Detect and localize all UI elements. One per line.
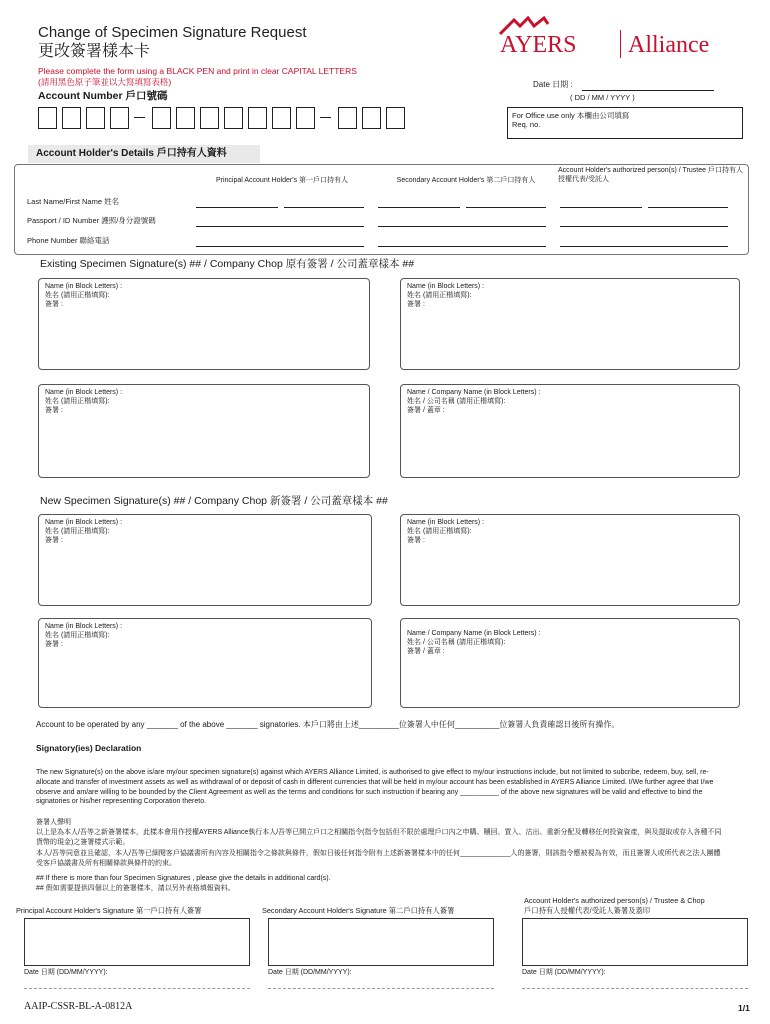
additional-card-note-en: ## If there is more than four Specimen Signatures , please give the details in additional card(s).	[36, 875, 331, 882]
name-zh-label: 姓名 (請用正楷填寫):	[45, 292, 110, 300]
req-no-label: Req. no.	[512, 120, 541, 130]
signature-label: 簽署 :	[45, 301, 63, 309]
new-signature-box[interactable]	[38, 514, 372, 606]
account-dash	[320, 117, 331, 118]
declaration-title: Signatory(ies) Declaration	[36, 743, 142, 753]
existing-signature-box[interactable]	[400, 278, 740, 370]
authorized-signature-box[interactable]	[522, 918, 748, 966]
principal-first-name-field[interactable]	[284, 207, 364, 208]
existing-signature-box[interactable]	[38, 384, 370, 478]
principal-date-field[interactable]	[24, 988, 250, 989]
office-use-label: For Office use only 本欄由公司填寫	[512, 111, 630, 120]
signature-label: 簽署 :	[45, 537, 63, 545]
account-digit-box[interactable]	[110, 107, 129, 129]
logo-divider	[620, 30, 621, 58]
office-use-box	[507, 107, 743, 139]
name-label: Name (in Block Letters) :	[45, 389, 123, 396]
col-secondary: Secondary Account Holder's 第二戶口持有人	[396, 177, 536, 184]
signature-label: 簽署 :	[45, 641, 63, 649]
declaration-en-text: The new Signature(s) on the above is/are my/our specimen signature(s) against which AYERS Alliance Limited, is authorised to give effect to my/our instructions include, but not limited to subcribe, redeem, buy, sell, re-allocate and transfer of investment assets as well as withdrawal of or deposit of cash in different currencies that will be held in my/our account has been established in AYERS Alliance Limited. I/We further agree that I/we observe and am/are willing to be bounded by the Client Agreement as well as the terms and conditions for such instruction if bearing any __________ of the above new signatures will be valid and effective to bind the signatories or his/her representing Corporation thereto.	[36, 769, 714, 806]
account-number-label: Account Number 戶口號碼	[38, 90, 168, 102]
company-name-zh-label: 姓名 / 公司名稱 (請用正楷填寫):	[407, 398, 506, 406]
instruction-en: Please complete the form using a BLACK PEN and print in clear CAPITAL LETTERS	[38, 66, 357, 76]
name-label: Name (in Block Letters) :	[407, 283, 485, 290]
declaration-zh-text-2: 本人/吾等同意並且確認，本人/吾等已細閱客戶協議書所有內容及相關指令之條款與條件，假如日後任何指令附有上述新簽署樣本中的任何_____________人的簽署，則該指令應被視為有效，而且簽署人或所代表之法人團體受客戶協議書及所有相關條款與條件的約束。	[36, 850, 721, 867]
name-zh-label: 姓名 (請用正楷填寫):	[45, 528, 110, 536]
date-format: ( DD / MM / YYYY )	[570, 93, 635, 102]
secondary-first-name-field[interactable]	[466, 207, 546, 208]
company-name-label: Name / Company Name (in Block Letters) :	[407, 630, 541, 637]
chop-label: 簽署 / 蓋章 :	[407, 407, 445, 415]
company-name-label: Name / Company Name (in Block Letters) :	[407, 389, 541, 396]
account-digit-box[interactable]	[362, 107, 381, 129]
existing-company-chop-box[interactable]	[400, 384, 740, 478]
principal-signature-label: Principal Account Holder's Signature 第一戶口持有人簽署	[16, 906, 202, 915]
account-digit-box[interactable]	[86, 107, 105, 129]
signature-label: 簽署 :	[407, 537, 425, 545]
name-label: Name (in Block Letters) :	[45, 519, 123, 526]
name-label: Name (in Block Letters) :	[407, 519, 485, 526]
name-zh-label: 姓名 (請用正楷填寫):	[45, 632, 110, 640]
account-digit-box[interactable]	[152, 107, 171, 129]
declaration-zh-title: 簽署人聲明	[36, 819, 71, 826]
secondary-date-field[interactable]	[268, 988, 494, 989]
authorized-first-name-field[interactable]	[648, 207, 728, 208]
additional-card-note-zh: ## 假如需要提供四個以上的簽署樣本，請以另外表格填報資料。	[36, 885, 235, 892]
secondary-signature-label: Secondary Account Holder's Signature 第二戶口持有人簽署	[262, 906, 455, 915]
secondary-phone-field[interactable]	[378, 246, 546, 247]
account-digit-box[interactable]	[272, 107, 291, 129]
row-name-label: Last Name/First Name 姓名	[27, 197, 120, 206]
signature-label: 簽署 :	[407, 301, 425, 309]
authorized-passport-field[interactable]	[560, 226, 728, 227]
principal-last-name-field[interactable]	[196, 207, 278, 208]
account-digit-box[interactable]	[176, 107, 195, 129]
authorized-date-label: Date 日期 (DD/MM/YYYY):	[522, 969, 606, 976]
principal-phone-field[interactable]	[196, 246, 364, 247]
existing-signature-title: Existing Specimen Signature(s) ## / Company Chop 原有簽署 / 公司蓋章樣本 ##	[40, 258, 415, 270]
form-title-en: Change of Specimen Signature Request	[38, 24, 307, 41]
secondary-date-label: Date 日期 (DD/MM/YYYY):	[268, 969, 352, 976]
name-zh-label: 姓名 (請用正楷填寫):	[407, 528, 472, 536]
col-principal: Principal Account Holder's 第一戶口持有人	[215, 177, 349, 184]
account-digit-box[interactable]	[200, 107, 219, 129]
form-code: AAIP-CSSR-BL-A-0812A	[24, 1001, 133, 1012]
declaration-zh-text-1: 以上是為本人/吾等之新簽署樣本，此樣本會用作授權AYERS Alliance執行本人/吾等已開立戶口之相關指令(指令包括但不限於處理戶口內之申購、贖回、買入、沽出、重新分配及轉移任何投資資產，與及提取或存入各種不同貨幣的現金)之簽署樣式示範。	[36, 829, 722, 846]
name-label: Name (in Block Letters) :	[45, 283, 123, 290]
name-zh-label: 姓名 (請用正楷填寫):	[45, 398, 110, 406]
signature-label: 簽署 :	[45, 407, 63, 415]
principal-date-label: Date 日期 (DD/MM/YYYY):	[24, 969, 108, 976]
logo-text-ayers: AYERS	[500, 32, 577, 58]
operated-by-line: Account to be operated by any _______ of the above _______ signatories. 本戶口將由上述_________位簽署人中任何__________位簽署人負責確認日後所有操作。	[36, 720, 620, 729]
page-number: 1/1	[738, 1003, 750, 1013]
chop-label: 簽署 / 蓋章 :	[407, 648, 445, 656]
form-title-zh: 更改簽署樣本卡	[38, 43, 151, 60]
authorized-date-field[interactable]	[522, 988, 748, 989]
company-logo	[498, 14, 748, 70]
date-label: Date 日期 :	[533, 80, 573, 89]
principal-signature-box[interactable]	[24, 918, 250, 966]
account-digit-box[interactable]	[296, 107, 315, 129]
account-digit-box[interactable]	[338, 107, 357, 129]
account-digit-box[interactable]	[248, 107, 267, 129]
new-company-chop-box[interactable]	[400, 618, 740, 708]
name-zh-label: 姓名 (請用正楷填寫):	[407, 292, 472, 300]
row-phone-label: Phone Number 聯絡電話	[27, 236, 110, 245]
authorized-phone-field[interactable]	[560, 246, 728, 247]
name-label: Name (in Block Letters) :	[45, 623, 123, 630]
account-holder-section-bar	[28, 145, 260, 163]
company-name-zh-label: 姓名 / 公司名稱 (請用正楷填寫):	[407, 639, 506, 647]
secondary-last-name-field[interactable]	[378, 207, 460, 208]
logo-text-alliance: Alliance	[628, 32, 710, 58]
account-digit-box[interactable]	[386, 107, 405, 129]
date-field[interactable]	[582, 90, 714, 91]
secondary-signature-box[interactable]	[268, 918, 494, 966]
secondary-passport-field[interactable]	[378, 226, 546, 227]
account-holder-section-title: Account Holder's Details 戶口持有人資料	[36, 148, 227, 159]
row-passport-label: Passport / ID Number 護照/身分證號碼	[27, 216, 156, 225]
new-signature-box[interactable]	[400, 514, 740, 606]
account-digit-box[interactable]	[62, 107, 81, 129]
authorized-signature-label-zh: 戶口持有人授權代表/受託人簽署及蓋印	[524, 906, 651, 915]
account-digit-box[interactable]	[38, 107, 57, 129]
instruction-zh: (請用黑色原子筆並以大寫填寫表格)	[38, 77, 172, 87]
new-signature-title: New Specimen Signature(s) ## / Company Chop 新簽署 / 公司蓋章樣本 ##	[40, 495, 388, 507]
col-authorized: Account Holder's authorized person(s) / Trustee 戶口持有人授權代表/受託人	[558, 167, 743, 183]
account-digit-box[interactable]	[224, 107, 243, 129]
principal-passport-field[interactable]	[196, 226, 364, 227]
account-dash	[134, 117, 145, 118]
authorized-last-name-field[interactable]	[560, 207, 642, 208]
authorized-signature-label-en: Account Holder's authorized person(s) / Trustee & Chop	[524, 896, 705, 905]
existing-signature-box[interactable]	[38, 278, 370, 370]
new-signature-box[interactable]	[38, 618, 372, 708]
